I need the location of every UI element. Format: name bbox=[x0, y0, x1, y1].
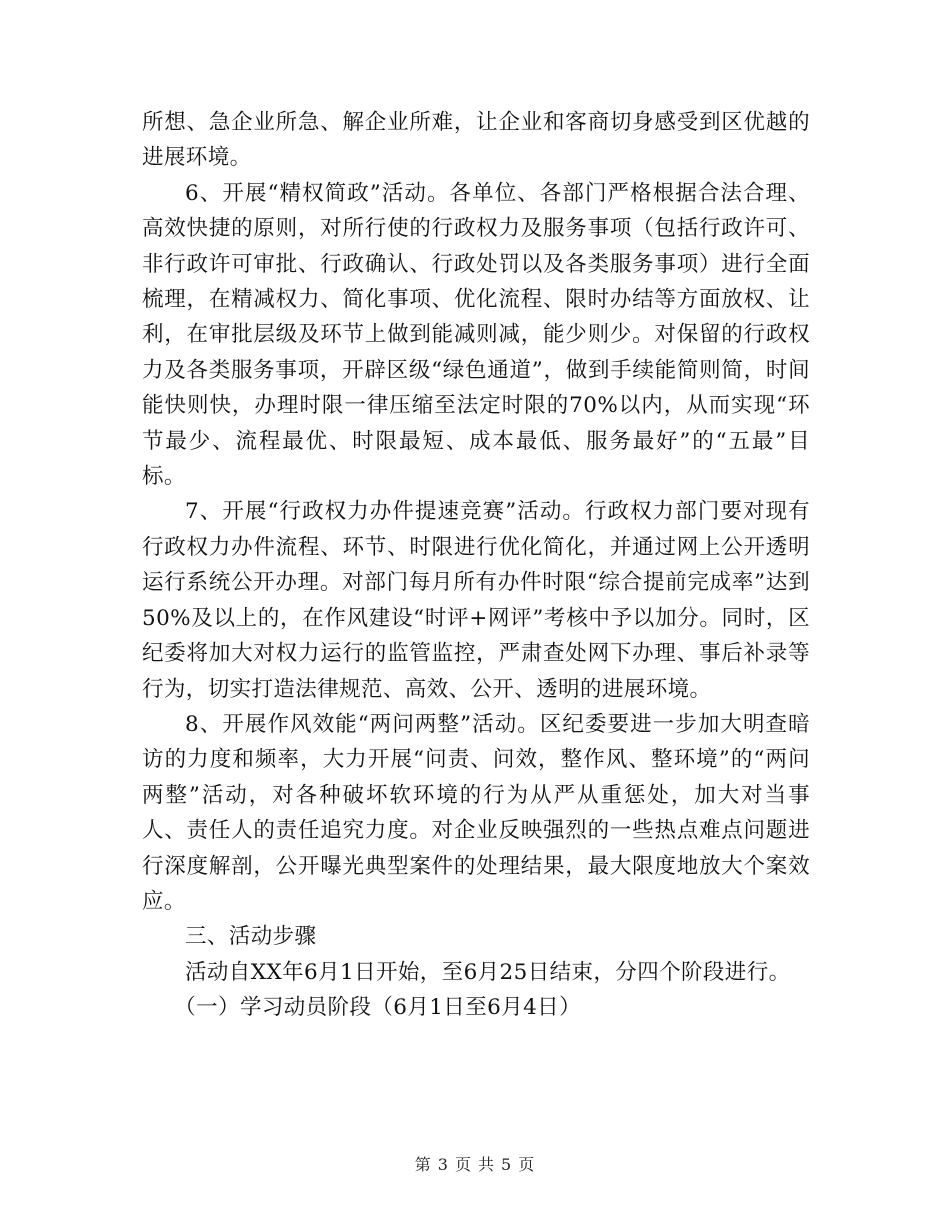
paragraph-steps-intro: 活动自XX年6月1日开始，至6月25日结束，分四个阶段进行。 bbox=[185, 959, 791, 985]
footer-prefix: 第 bbox=[414, 1155, 432, 1174]
paragraph-item-7: 7、开展“行政权力办件提速竞赛”活动。行政权力部门要对现有行政权力办件流程、环节、时限进行优化简化，并通过网上公开透明运行系统公开办理。对部门每月所有办件时限“综合提前完成率”达到50%及以上的，在作风建设“时评+网评”考核中予以加分。同时，区纪委将加大对权力运行的监管监控，严肃查处网下办理、事后补录等行为，切实打造法律规范、高效、公开、透明的进展环境。 bbox=[142, 499, 810, 702]
paragraph-continuation: 所想、急企业所急、解企业所难，让企业和客商切身感受到区优越的进展环境。 bbox=[142, 110, 810, 171]
footer-suffix: 页 bbox=[518, 1155, 536, 1174]
document-body bbox=[142, 105, 810, 1026]
page-footer bbox=[0, 1152, 950, 1175]
section-heading-steps: 三、活动步骤 bbox=[185, 924, 317, 950]
footer-total-pages: 5 bbox=[501, 1155, 513, 1174]
footer-current-page: 3 bbox=[437, 1155, 449, 1174]
sub-heading-stage-1: （一）学习动员阶段（6月1日至6月4日） bbox=[174, 995, 581, 1021]
paragraph-item-8: 8、开展作风效能“两问两整”活动。区纪委要进一步加大明查暗访的力度和频率，大力开展“问责、问效，整作风、整环境”的“两问两整”活动，对各种破坏软环境的行为从严从重惩处，加大对当事人、责任人的责任追究力度。对企业反映强烈的一些热点难点问题进行深度解剖，公开曝光典型案件的处理结果，最大限度地放大个案效应。 bbox=[142, 711, 810, 914]
paragraph-item-6: 6、开展“精权简政”活动。各单位、各部门严格根据合法合理、高效快捷的原则，对所行使的行政权力及服务事项（包括行政许可、非行政许可审批、行政确认、行政处罚以及各类服务事项）进行全面梳理，在精减权力、简化事项、优化流程、限时办结等方面放权、让利，在审批层级及环节上做到能减则减，能少则少。对保留的行政权力及各类服务事项，开辟区级“绿色通道”，做到手续能简则简，时间能快则快，办理时限一律压缩至法定时限的70%以内，从而实现“环节最少、流程最优、时限最短、成本最低、服务最好”的“五最”目标。 bbox=[142, 180, 810, 490]
footer-middle: 页 共 bbox=[454, 1155, 496, 1174]
